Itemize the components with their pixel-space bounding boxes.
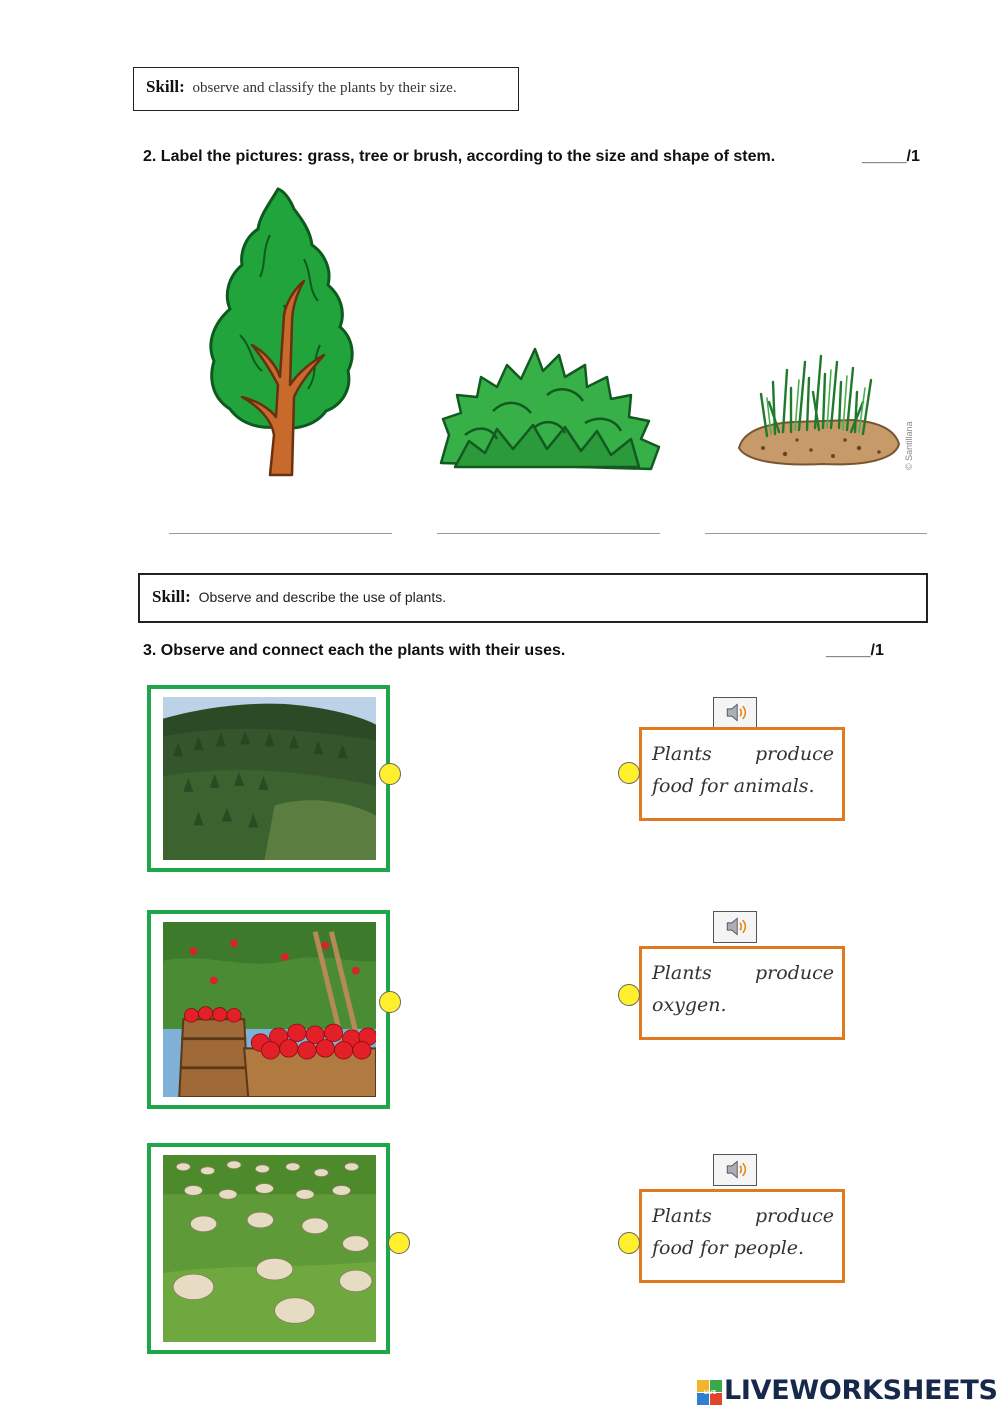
speaker-icon: [714, 698, 755, 727]
answer-line-grass[interactable]: [705, 533, 927, 534]
answer-line-bush[interactable]: [437, 533, 660, 534]
use-box-oxygen: [639, 946, 845, 1040]
copyright-note: © Santillana: [904, 421, 914, 470]
speaker-button-1[interactable]: [713, 697, 757, 729]
logo-badge-text: LIVE: [703, 1390, 717, 1396]
sheep-grazing-photo-frame: [147, 1143, 390, 1354]
connect-dot-apples[interactable]: [379, 991, 401, 1013]
apple-harvest-photo: [163, 922, 376, 1097]
connect-dot-use-3[interactable]: [618, 1232, 640, 1254]
use-box-food-animals: [639, 727, 845, 821]
apple-harvest-photo-frame: [147, 910, 390, 1109]
use-box-food-people: [639, 1189, 845, 1283]
forest-photo: [163, 697, 376, 860]
use-text: Plants produce food for animals.: [652, 743, 834, 797]
skill-text: observe and classify the plants by their size.: [192, 80, 457, 96]
speaker-button-3[interactable]: [713, 1154, 757, 1186]
question-3-score: _____/1: [826, 642, 884, 659]
bush-illustration: [435, 335, 665, 480]
forest-photo-frame: [147, 685, 390, 872]
use-text: Plants produce oxygen.: [652, 962, 834, 1016]
question-3-title: 3. Observe and connect each the plants with their uses.: [143, 642, 566, 659]
liveworksheets-logo: [697, 1375, 997, 1411]
grass-illustration: [733, 352, 903, 470]
answer-line-tree[interactable]: [169, 533, 392, 534]
use-text: Plants produce food for people.: [652, 1205, 834, 1259]
connect-dot-use-2[interactable]: [618, 984, 640, 1006]
speaker-icon: [714, 1155, 755, 1184]
skill-label: Skill:: [146, 77, 185, 96]
tree-illustration: [200, 185, 360, 477]
connect-dot-forest[interactable]: [379, 763, 401, 785]
sheep-grazing-photo: [163, 1155, 376, 1342]
connect-dot-use-1[interactable]: [618, 762, 640, 784]
connect-dot-sheep[interactable]: [388, 1232, 410, 1254]
speaker-button-2[interactable]: [713, 911, 757, 943]
skill-box-uses: [138, 573, 928, 623]
skill-box-size: [133, 67, 519, 111]
speaker-icon: [714, 912, 755, 941]
logo-text: LIVEWORKSHEETS: [724, 1375, 998, 1406]
question-2-title: 2. Label the pictures: grass, tree or brush, according to the size and shape of stem.: [143, 148, 776, 165]
question-2-score: _____/1: [862, 148, 920, 165]
logo-badge-icon: [697, 1380, 723, 1406]
skill-label: Skill:: [152, 587, 191, 606]
skill-text: Observe and describe the use of plants.: [198, 589, 447, 605]
